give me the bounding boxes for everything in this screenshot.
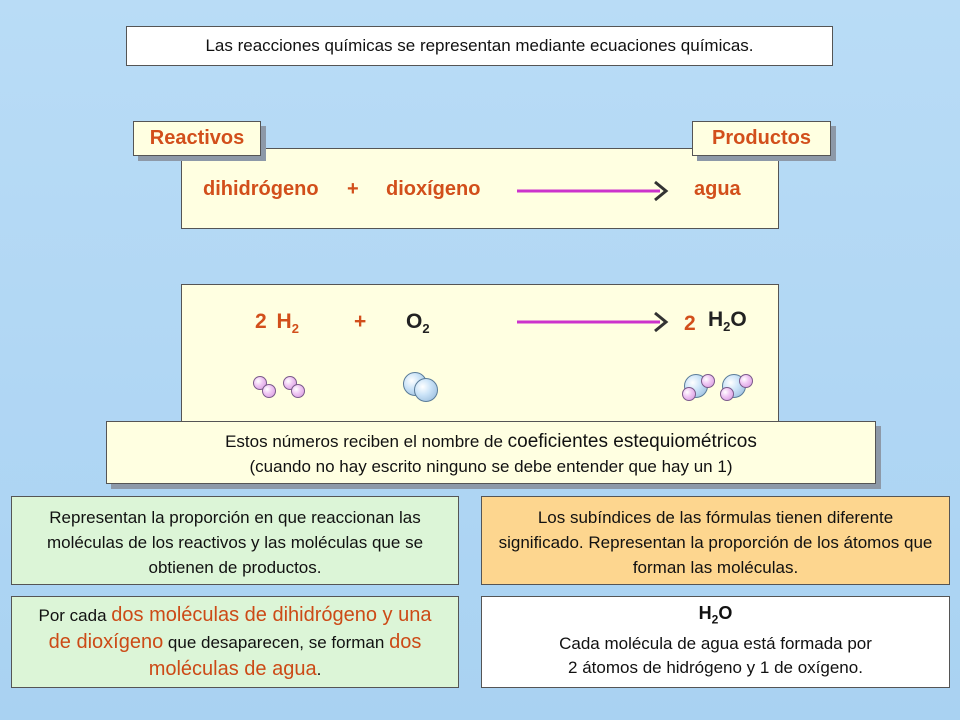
water-line-2: 2 átomos de hidrógeno y 1 de oxígeno. <box>568 657 863 677</box>
proportion-card: Representan la proporción en que reaccionan las moléculas de los reactivos y las moléculas que se obtienen de productos. <box>11 496 459 585</box>
plus-sign-2: + <box>354 310 367 333</box>
o2-formula: $O_2$ <box>406 310 430 337</box>
reaction-arrow-1 <box>515 180 675 202</box>
coefficient-h2o: 2 <box>684 312 696 335</box>
products-tag: Productos <box>692 121 831 156</box>
formula-equation-panel <box>181 284 779 432</box>
product-word: agua <box>694 178 741 200</box>
reactant1-word: dihidrógeno <box>203 178 319 200</box>
plus-sign-1: + <box>347 178 359 200</box>
example-card: Por cada dos moléculas de dihidrógeno y una de dioxígeno que desaparecen, se forman dos moléculas de agua. <box>11 596 459 688</box>
reaction-arrow-2 <box>515 311 675 333</box>
subscripts-card: Los subíndices de las fórmulas tienen diferente significado. Representan la proporción de los átomos que forman las moléculas. <box>481 496 950 585</box>
h2-formula: $H_2$ <box>276 310 299 337</box>
coefficients-note <box>106 421 876 484</box>
note-line-2: (cuando no hay escrito ninguno se debe entender que hay un 1) <box>249 457 733 476</box>
reactants-tag: Reactivos <box>133 121 261 156</box>
water-card <box>481 596 950 688</box>
reactant2-word: dioxígeno <box>386 178 481 200</box>
h2o-formula: $H_2O$ <box>708 308 747 335</box>
intro-text: Las reacciones químicas se representan mediante ecuaciones químicas. <box>126 26 833 66</box>
coefficient-h2: 2 $H_2$ <box>255 310 299 337</box>
note-line-1: Estos números reciben el nombre de coeficientes estequiométricos <box>225 431 757 452</box>
water-line-1: Cada molécula de agua está formada por <box>559 633 872 653</box>
water-formula: $H_2O$ <box>698 603 733 627</box>
